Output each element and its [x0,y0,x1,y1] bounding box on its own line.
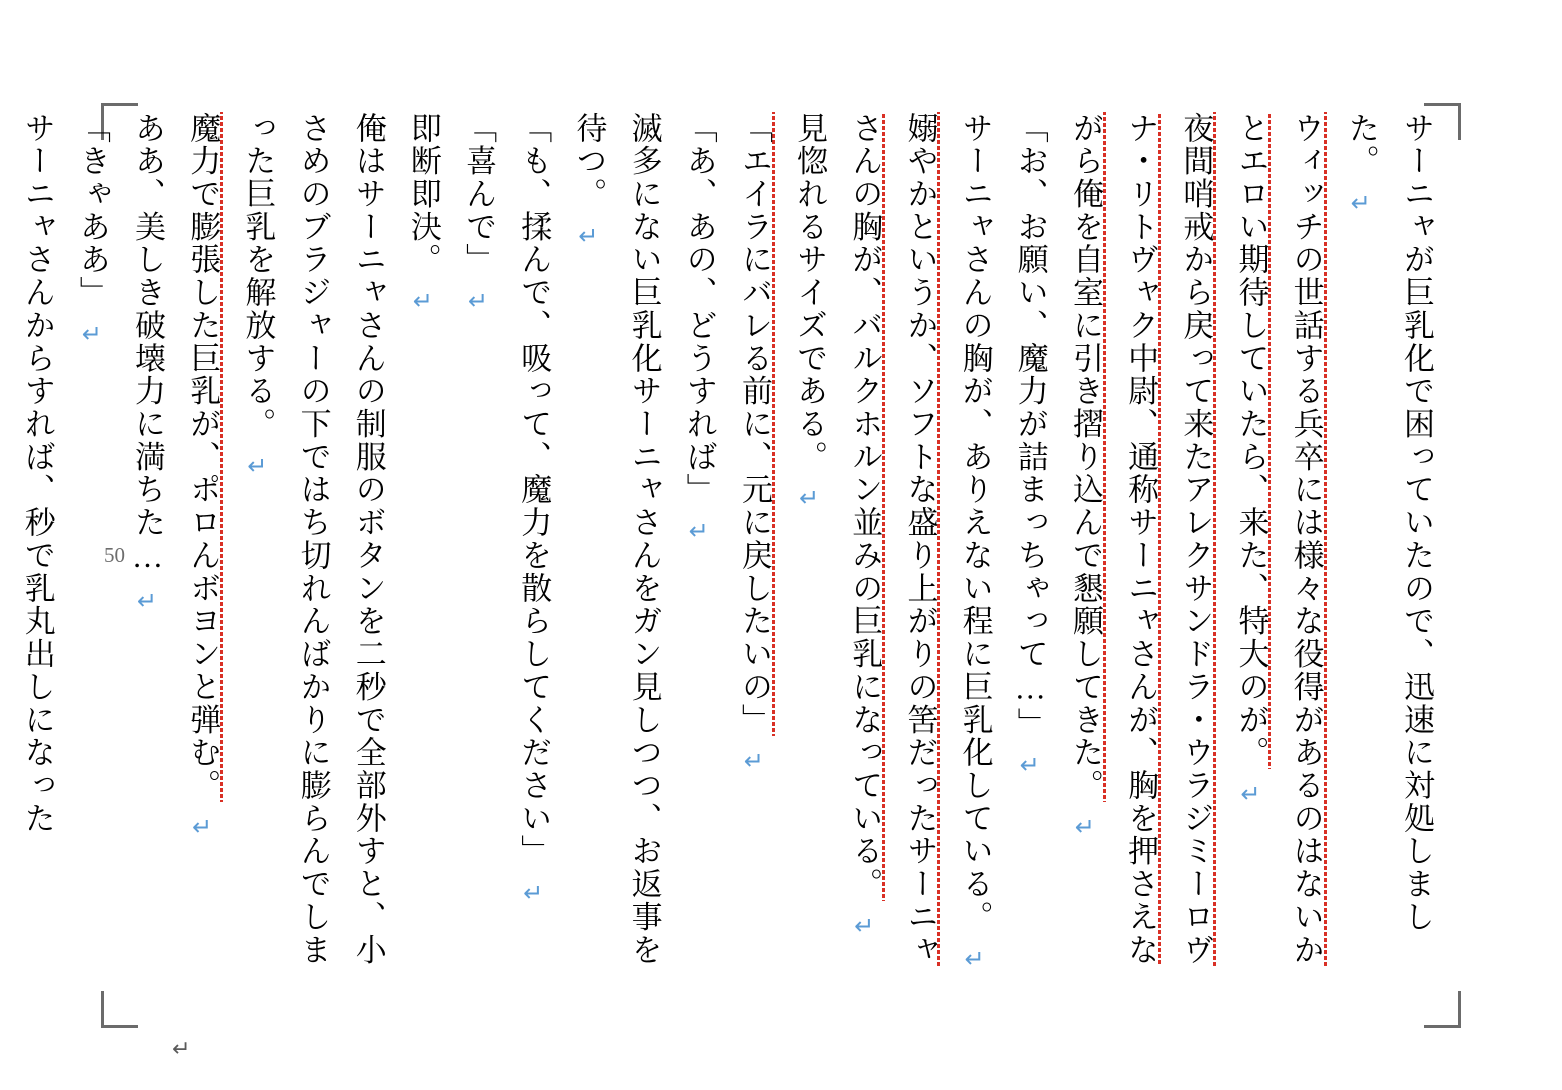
paragraph-return-icon: ↵ [81,320,102,349]
paragraph-return-icon: ↵ [523,878,544,907]
paragraph-return-icon: ↵ [137,587,158,616]
paragraph [561,112,671,992]
paragraph [727,112,782,992]
page-number: 50 [104,543,125,567]
paragraph-text: 即断即決。 [405,112,441,277]
paragraph-text: 見惚れるサイズである。 [792,112,828,474]
paragraph-text: 「お、お願い、魔力が詰まっちゃって…」 [1012,112,1048,741]
paragraph-text: 夜間哨戒から戻って来たアレクサンドラ・ウラジミーロヴナ・リトヴャク中尉、通称サーニャさんが、胸を押さえながら俺を自室に引き摺り込んで懇願してきた。 [1068,112,1216,966]
paragraph [1334,112,1444,992]
paragraph-return-icon: ↵ [247,451,268,480]
paragraph-text: 嫋やかというか、ソフトな盛り上がりの筈だったサーニャさんの胸が、バルクホルン並みの巨乳になっている。 [847,112,940,966]
paragraph [672,112,727,992]
paragraph-text: 「あ、あの、どうすれば」 [681,112,717,507]
paragraph-text: サーニャさんからすれば、秒で乳丸出しになった [19,112,55,835]
paragraph-text: 「エイラにバレる前に、元に戻したいの」 [737,112,775,736]
paragraph [1003,112,1058,992]
paragraph-text: サーニャが巨乳化で困っていたので、迅速に対処しました。 [1343,112,1434,934]
paragraph-return-icon: ↵ [1019,751,1040,780]
paragraph [120,112,175,992]
paragraph-return-icon: ↵ [578,221,599,250]
paragraph [947,112,1002,992]
paragraph [837,112,947,992]
paragraph-return-icon: ↵ [412,287,433,316]
paragraph-return-icon: ↵ [799,484,820,513]
paragraph-return-icon: ↵ [964,944,985,973]
paragraph [10,112,65,992]
paragraph-return-icon: ↵ [743,747,764,776]
paragraph-return-icon: ↵ [688,517,709,546]
paragraph [396,112,451,992]
paragraph-text: 魔力で膨張した巨乳が、ポロんボヨンと弾む。 [185,112,223,802]
crop-mark-bottom-left [101,991,138,1028]
paragraph-text: 滅多にない巨乳化サーニャさんをガン見しつつ、お返事を待つ。 [571,112,662,967]
paragraph-text: 俺はサーニャさんの制服のボタンを二秒で全部外すと、小さめのブラジャーの下ではち切れんばかりに膨らんでしまった巨乳を解放する。 [240,112,386,967]
crop-mark-bottom-right [1424,991,1461,1028]
paragraph-return-icon: ↵ [854,911,875,940]
paragraph [782,112,837,992]
paragraph [1058,112,1224,992]
paragraph-return-icon: ↵ [192,813,213,842]
paragraph [230,112,396,992]
paragraph-text: ウィッチの世話する兵卒には様々な役得があるのはないかとエロい期待していたら、来た、特大のが。 [1233,112,1326,966]
paragraph-return-icon: ↵ [1240,780,1261,809]
paragraph [506,112,561,992]
paragraph-text: サーニャさんの胸が、ありえない程に巨乳化している。 [957,112,993,934]
paragraph [451,112,506,992]
paragraph [175,112,230,992]
paragraph-return-icon: ↵ [1074,813,1096,842]
end-of-document-return-icon: ↵ [172,1037,191,1062]
paragraph-text: 「喜んで」 [461,112,497,277]
paragraph-text: ああ、美しき破壊力に満ちた… [130,112,166,577]
paragraph-return-icon: ↵ [468,287,489,316]
paragraph-text: 「きゃああ」 [74,112,110,310]
paragraph-text: 「も、揉んで、吸って、魔力を散らしてください」 [516,112,552,868]
paragraph-return-icon: ↵ [1350,188,1371,217]
paragraph [1223,112,1333,992]
